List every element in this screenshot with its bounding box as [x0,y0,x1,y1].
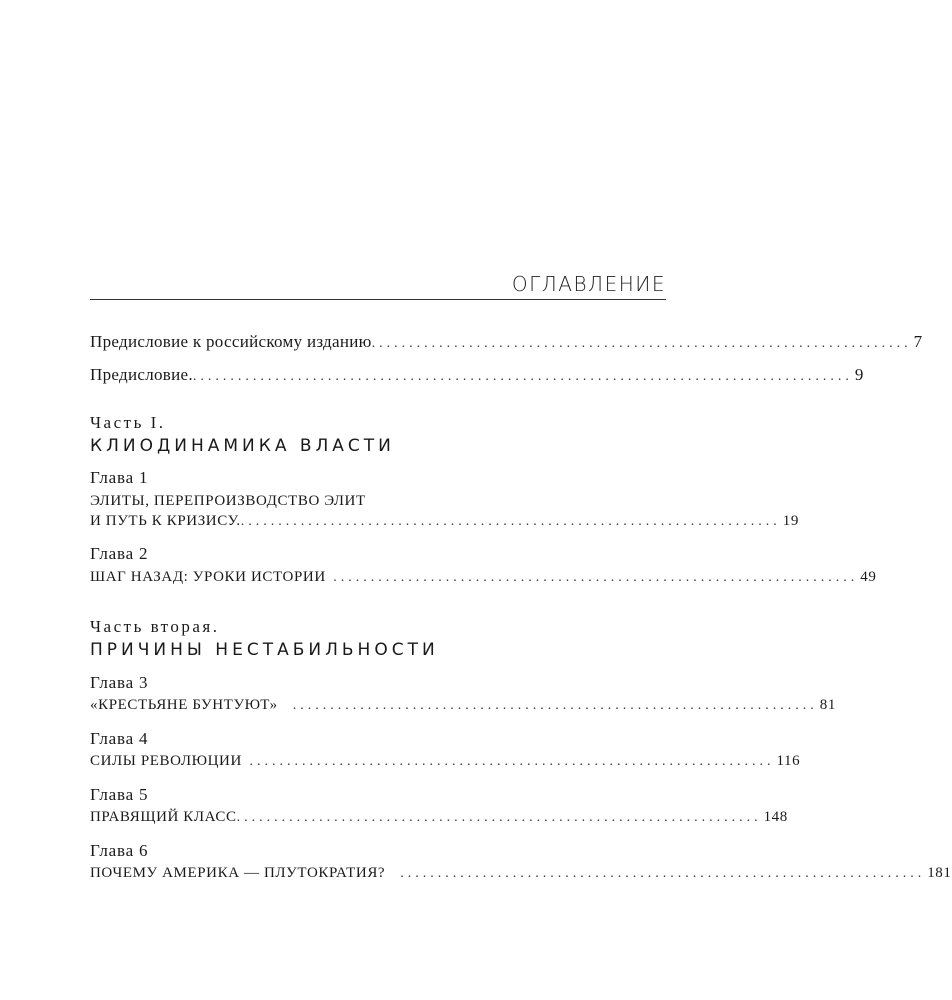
entry-page: 148 [763,809,788,825]
toc-entry-chapter-2[interactable] [90,569,877,586]
dot-leader: ...................................................................... [236,810,762,825]
entry-title: Предисловие. [90,365,193,384]
toc-entry-chapter-3[interactable] [90,697,836,714]
toc-entry-chapter-1[interactable] [90,513,799,530]
part-title: КЛИОДИНАМИКА ВЛАСТИ [90,436,395,456]
dot-leader: ...................................................................... [277,698,818,713]
entry-title: ПОЧЕМУ АМЕРИКА — ПЛУТОКРАТИЯ? [90,865,386,881]
chapter-label: Глава 5 [90,785,149,804]
entry-page: 7 [913,332,923,351]
dot-leader: ...................................................................... [385,866,926,881]
entry-title: СИЛЫ РЕВОЛЮЦИИ [90,753,242,769]
toc-heading: ОГЛАВЛЕНИЕ [511,272,666,296]
part-title: ПРИЧИНЫ НЕСТАБИЛЬНОСТИ [90,640,439,660]
chapter-title-line: ЭЛИТЫ, ПЕРЕПРОИЗВОДСТВО ЭЛИТ [90,493,366,509]
part-label: Часть вторая. [90,617,220,636]
dot-leader: ...................................................................... [241,754,775,769]
entry-title: ПРАВЯЩИЙ КЛАСС [90,809,237,825]
toc-entry-chapter-5[interactable] [90,809,788,826]
toc-entry-foreword-russian[interactable] [90,332,923,352]
toc-entry-chapter-4[interactable] [90,753,801,770]
entry-title: ШАГ НАЗАД: УРОКИ ИСТОРИИ [90,569,326,585]
toc-entry-chapter-6[interactable] [90,865,952,882]
toc-page [90,0,952,1000]
entry-page: 19 [782,513,799,529]
part-label: Часть I. [90,413,166,432]
entry-page: 49 [860,569,877,585]
entry-page: 9 [854,365,864,384]
dot-leader: ...................................................................... [325,570,859,585]
entry-title: Предисловие к российскому изданию [90,332,372,351]
dot-leader: ........................................................................................ [192,369,853,384]
toc-entry-foreword[interactable] [90,365,864,385]
dot-leader: ........................................................................ [240,514,781,529]
chapter-label: Глава 3 [90,673,149,692]
chapter-label: Глава 1 [90,468,149,487]
chapter-label: Глава 2 [90,544,149,563]
entry-title: «КРЕСТЬЯНЕ БУНТУЮТ» [90,697,278,713]
chapter-label: Глава 4 [90,729,149,748]
entry-page: 116 [776,753,801,769]
chapter-label: Глава 6 [90,841,149,860]
entry-title: И ПУТЬ К КРИЗИСУ. [90,513,241,529]
entry-page: 181 [927,865,952,881]
dot-leader: ........................................................................ [371,336,912,351]
heading-rule [90,299,666,300]
entry-page: 81 [819,697,836,713]
